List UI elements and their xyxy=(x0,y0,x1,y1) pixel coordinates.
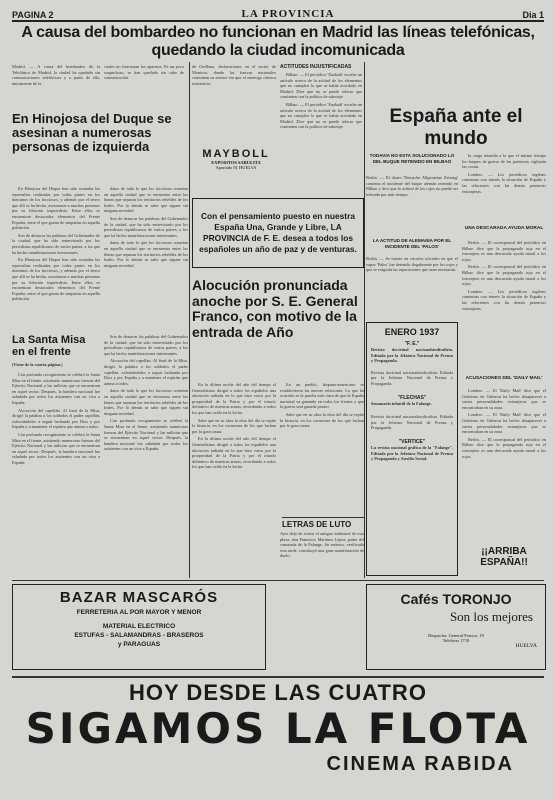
bazar-line2: MATERIAL ELECTRICO xyxy=(102,623,176,630)
santa-misa-headline: La Santa Misa en el frente xyxy=(12,334,86,358)
col2-body: Son de destacar las palabras del Gobernador de la ciudad, que ha sido entrevistado por los periodistas republicanos de varios países, a los que ha hecho manifestaciones interesantes. Alocución del capellán. Al final de la Misa, dirigió la palabra a los soldados el padre capellán, exhortándoles a seguir luchando por Dios y por España y a mantener el espíritu que anima a todos. datos de todo lo que los facciosos cometen en aquella ciudad que se encuentra entre las líneas que separan los territorios rebeldes de los leales. Por lo demás se sabe que siguen sin ninguna novedad. Con profundo recogimiento se celebró la Santa Misa en el frente, asistiendo numerosas fuerzas del Ejército Nacional y las milicias que se encuentran en aquel sector. Después, la bandera nacional fue saludada por todos los asistentes con un viva a España. xyxy=(104,334,188,452)
col4-body: Bilbao. — El periódico 'Euzkadi' escribe un artículo acerca de la actitud de los elementos que no cumplen lo que se había acordado en Madrid. Dice que no se puede tolerar que continúen con la política de sabotaje. Bilbao. — El periódico 'Euzkadi' escribe un artículo acerca de la actitud de los elementos que no cumplen lo que se había acordado en Madrid. Dice que no se puede tolerar que continúen con la política de sabotaje. xyxy=(280,72,362,130)
cafes-phone: Teléfono 1718 xyxy=(442,638,470,643)
main-headline xyxy=(12,24,544,60)
maybol-address: Apartado 81 HUELVA xyxy=(215,165,257,170)
enero-title: ENERO 1937 xyxy=(384,327,440,337)
enero-text2b: Revista doctrinal nacionalsindicalista. Editada por la Jefatura Nacional de Prensa y Propaganda. xyxy=(371,414,453,431)
alocucion-body-1: En la última noche del año del tiempo el Generalísimo dirigió a todos los españoles una alocución radiada en la que hizo votos por la prosperidad de la Patria y por el triunfo definitivo de nuestras armas, recordando a todos los que han caído en la lucha. Sabe que en su obra la obra del día se repite la historia, en los corazones de los que luchan por la gran causa. En la última noche del año del tiempo el Generalísimo dirigió a todos los españoles una alocución radiada en la que hizo votos por la prosperidad de la Patria y por el triunfo definitivo de nuestras armas, recordando a todos los que han caído en la lucha. xyxy=(192,382,276,470)
cinema-ad xyxy=(12,680,544,792)
letras-luto-headline: LETRAS DE LUTO xyxy=(282,517,364,529)
enero-box xyxy=(366,322,458,576)
bazar-line4: y PARAGUAS xyxy=(117,641,161,648)
right-head1: UNA DESCARADA AYUDA MORAL xyxy=(464,226,544,231)
palos-subhead: LA ACTITUD DE ALEMANIA POR EL INCIDENTE DEL 'PALOS' xyxy=(372,238,452,249)
cafes-address: Despacho: General Franco, 19 xyxy=(428,633,484,638)
headline-line2: quedando la ciudad incomunicada xyxy=(151,42,405,59)
buque-subhead: TODAVIA NO ESTA SOLUCIONADO LO DEL BUQUE RETENIDO EN BILBAO xyxy=(369,153,455,164)
right-body2: Londres. — El 'Daily Mail' dice que el Gobierno de Valencia ha hecho desaparecer a varias personalidades extranjeras que se encontraban en su zona. Londres. — El 'Daily Mail' dice que el Gobierno de Valencia ha hecho desaparecer a varias personalidades extranjeras que se encontraban en su zona. Berlín. — El corresponsal del periódico en Bilbao dice que la propaganda roja en el extranjero es una descarada ayuda moral a los rojos. xyxy=(462,388,546,459)
letras-luto-body: Ayer dejó de existir el antiguo industrial de esta plaza, don Francisco Martínez López, padre del camarada de la Falange. Su entierro, verificado esta tarde, constituyó una gran manifestación de duelo. xyxy=(280,531,364,559)
arriba-espana: ¡¡ARRIBA ESPAÑA!! xyxy=(480,546,528,568)
cinema-line2: SIGAMOS LA FLOTA xyxy=(25,704,531,753)
alocucion-body-2: En un pueblo, hispano-americano se establecieron las nuevas relaciones. Lo que ha ocurrido es la prueba más clara de que la España nacional va ganando en todos los frentes y que la guerra será ganada pronto. Sabe que en su obra la obra del día se repite la historia, en los corazones de los que luchan por la gran causa. xyxy=(280,382,364,429)
cafes-title: Cafés TORONJO xyxy=(400,591,512,607)
bazar-title: BAZAR MASCARÓS xyxy=(59,589,219,606)
intro-text: Madrid. — A causa del bombardeo de la Telefónica de Madrid, la ciudad ha quedado sin comunicaciones telefónicas y a partir de ella, únicamente de la xyxy=(12,64,100,86)
divider xyxy=(12,580,544,581)
hinojosa-headline: En Hinojosa del Duque se asesinan a numerosas personas de izquierda xyxy=(12,111,172,154)
page-header xyxy=(12,4,544,22)
cafes-ad xyxy=(366,584,546,670)
enero-text2: Semanario infantil de la Falange. xyxy=(371,400,432,406)
enero-text1: Revista doctrinal nacionalsindicalista. Editada por la Jefatura Nacional de Prensa y Propaganda. xyxy=(371,347,453,364)
new-year-slogan-box xyxy=(192,198,364,268)
enero-text1b: Revista doctrinal nacionalsindicalista. Editada por la Jefatura Nacional de Prensa y Propaganda. xyxy=(371,369,453,386)
cinema-line1: HOY DESDE LAS CUATRO xyxy=(129,680,427,705)
intro-text-2: cuales no funcionan los aparatos. Es un poco sospechoso, se han quedado sin cabo de comunicación. xyxy=(104,64,184,81)
column-rule xyxy=(189,62,190,578)
enero-sub3: "VERTICE" xyxy=(398,438,426,445)
maybol-sub: EXPOSITOS SABULITA xyxy=(211,160,261,165)
santa-misa-body: Con profundo recogimiento se celebró la Santa Misa en el frente, asistiendo numerosas fuerzas del Ejército Nacional y las milicias que se encuentran en aquel sector. Después, la bandera nacional fue saludada por todos los asistentes con un viva a España. Alocución del capellán. Al final de la Misa, dirigió la palabra a los soldados el padre capellán, exhortándoles a seguir luchando por Dios y por España y a mantener el espíritu que anima a todos. Con profundo recogimiento se celebró la Santa Misa en el frente, asistiendo numerosas fuerzas del Ejército Nacional y las milicias que se encuentran en aquel sector. Después, la bandera nacional fue saludada por todos los asistentes con un viva a España. xyxy=(12,372,100,465)
cafes-city: HUELVA xyxy=(515,643,537,649)
buque-body: Berlín. — El diario 'Deutsche Allgemeine Zeitung' comenta el incidente del buque alemán retenido en Bilbao y dice que la actitud de los rojos no puede ser tolerada por más tiempo. xyxy=(366,175,458,197)
santa-misa-subtitle: (Viene de la cuarta página.) xyxy=(12,362,63,367)
cafes-slogan: Son los mejores xyxy=(449,609,533,624)
hinojosa-body: En Hinojosa del Duque han sido tomadas las represalias realizadas por todas partes en los dominios de los facciosos, y además por el terror que allí se ha hecho, asesinaron a muchas personas por su filiación izquierdista. Entre ellos se encuentran destacados elementos del Frente Popular, entre el que gozan de simpatías en aquella población. Son de destacar las palabras del Gobernador de la ciudad, que ha sido entrevistado por los periodistas republicanos de varios países, a los que ha hecho manifestaciones interesantes. En Hinojosa del Duque han sido tomadas las represalias realizadas por todas partes en los dominios de los facciosos, y además por el terror que allí se ha hecho, asesinaron a muchas personas por su filiación izquierdista. Entre ellos se encuentran destacados elementos del Frente Popular, entre el que gozan de simpatías en aquella población. xyxy=(12,186,100,302)
maybol-ad xyxy=(198,148,274,170)
headline-line1: A causa del bombardeo no funcionan en Madrid las líneas telefónicas, xyxy=(21,24,535,41)
bazar-ad xyxy=(12,584,266,670)
column-rule xyxy=(364,62,365,578)
bazar-line3: ESTUFAS - SALAMANDRAS - BRASEROS xyxy=(74,632,204,639)
enero-sub2: "FLECHAS" xyxy=(397,394,427,401)
maybol-name: MAYBOLL xyxy=(202,148,270,160)
alocucion-headline: Alocución pronunciada anoche por S. E. General Franco, con motivo de la entrada de Año xyxy=(192,277,358,340)
espana-headline: España ante el mundo xyxy=(389,106,523,149)
divider xyxy=(12,676,544,678)
palos-body: Berlín. — Se insiste en círculos oficiales en que el vapor 'Palos' fue detenido ilegalmente por los rojos y que se exigirán las reparaciones que sean necesarias. xyxy=(366,256,458,273)
hinojosa-body-2: datos de todo lo que los facciosos cometen en aquella ciudad que se encuentra entre las líneas que separan los territorios rebeldes de los leales. Por lo demás se sabe que siguen sin ninguna novedad. Son de destacar las palabras del Gobernador de la ciudad, que ha sido entrevistado por los periodistas republicanos de varios países, a los que ha hecho manifestaciones interesantes. datos de todo lo que los facciosos cometen en aquella ciudad que se encuentra entre las líneas que separan los territorios rebeldes de los leales. Por lo demás se sabe que siguen sin ninguna novedad. xyxy=(104,186,188,268)
right-head2: ACUSACIONES DEL 'DAILY MAIL' xyxy=(465,376,543,381)
col4-headline: ACTITUDES INJUSTIFICADAS xyxy=(280,64,352,70)
col3-top: de Orellana, declaraciones en el sector de Montoro, donde las fuerzas nacionales continúan su avance sin que el enemigo ofrezca resistencia. xyxy=(192,64,276,86)
page-number: PAGINA 2 xyxy=(12,10,54,20)
issue-day: Dia 1 xyxy=(522,10,544,20)
enero-sub1: "F. E." xyxy=(404,341,420,347)
enero-text3: La revista nacional gráfica de la "Falange". Editada por la Jefatura Nacional de Prensa y Propaganda y Auxilio Social. xyxy=(371,444,453,462)
cinema-line3: CINEMA RABIDA xyxy=(326,753,514,775)
new-year-slogan: Con el pensamiento puesto en nuestra España Una, Grande y Libre, LA PROVINCIA de F. E. desea a todos los españoles un año de paz y de venturas. xyxy=(199,211,357,254)
masthead: LA PROVINCIA xyxy=(241,8,335,20)
bazar-line1: FERRETERIA AL POR MAYOR Y MENOR xyxy=(76,609,202,616)
right-body1: Berlín. — El corresponsal del periódico en Bilbao dice que la propaganda roja en el extranjero es una descarada ayuda moral a los rojos. Berlín. — El corresponsal del periódico en Bilbao dice que la propaganda roja en el extranjero es una descarada ayuda moral a los rojos. Londres. — Los periódicos ingleses comentan con interés la situación de España y las relaciones con las demás potencias extranjeras. xyxy=(462,240,546,311)
espana-body-right: la carga retenida a la que el mismo tiempo los buques de guerra de las potencias vigilarán las costas. Londres. — Los periódicos ingleses comentan con interés la situación de España y las relaciones con las demás potencias extranjeras. xyxy=(462,153,546,194)
